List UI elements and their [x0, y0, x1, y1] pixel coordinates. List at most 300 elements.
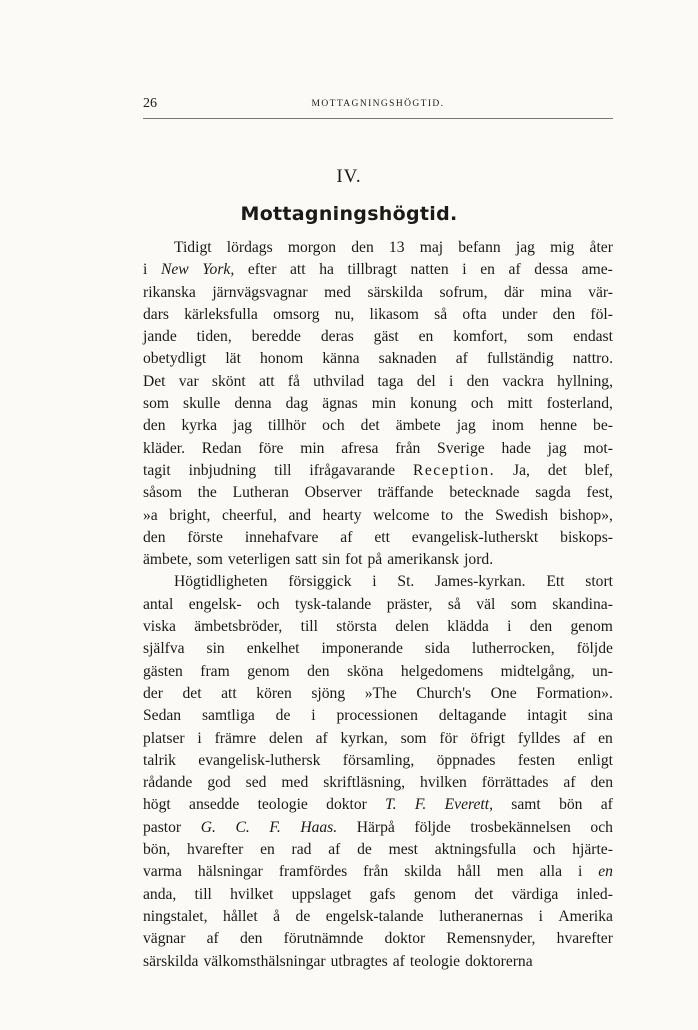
- word: York,: [202, 261, 235, 279]
- word: ämbetsbröder,: [194, 618, 283, 636]
- text-line: [143, 393, 613, 415]
- word: samtliga: [201, 707, 255, 725]
- text-line: [143, 348, 613, 370]
- word: denna: [234, 395, 272, 413]
- word: F.: [269, 818, 281, 836]
- word: åter: [589, 239, 613, 256]
- word: fylldes: [517, 729, 561, 747]
- word: ifrågavarande: [309, 461, 396, 479]
- word: af: [455, 350, 468, 368]
- word: hjärte-: [572, 841, 613, 859]
- word: med: [281, 774, 309, 792]
- word: var: [178, 372, 199, 390]
- word: beredde: [251, 328, 301, 346]
- text-line: [143, 527, 613, 549]
- word: sina: [587, 707, 613, 725]
- word: enkelhet: [246, 640, 300, 658]
- word: teologie: [257, 796, 308, 814]
- word: Det: [143, 372, 166, 390]
- word: stort: [585, 573, 613, 591]
- word: förste: [187, 528, 223, 546]
- word: hade: [501, 439, 531, 457]
- word: kläder.: [143, 439, 185, 457]
- word: den: [590, 774, 613, 792]
- word: föl-: [590, 305, 613, 323]
- word: den: [307, 662, 330, 680]
- word: i: [448, 372, 454, 390]
- word: skilda: [404, 863, 442, 881]
- word: den: [239, 930, 263, 948]
- word: antal: [143, 595, 174, 613]
- word: jande: [143, 328, 177, 346]
- word: dars: [143, 305, 169, 323]
- word: Tidigt: [174, 239, 212, 256]
- word: samt: [511, 796, 541, 814]
- word: midtelgång,: [500, 662, 575, 680]
- word: med: [324, 283, 351, 301]
- word: bön: [559, 796, 583, 814]
- word: som: [527, 328, 554, 346]
- word: ett: [374, 528, 390, 546]
- word: klädda: [447, 618, 489, 636]
- text-line: [143, 616, 613, 638]
- word: bishop»,: [559, 506, 613, 524]
- word: ämbete,: [143, 551, 192, 569]
- text-line: [143, 861, 613, 883]
- word: Haas.: [300, 818, 338, 836]
- word: välkomsthälsningar: [203, 952, 326, 970]
- word: morgon: [287, 239, 337, 256]
- word: G.: [200, 818, 216, 836]
- word: i: [462, 261, 467, 279]
- word: and: [288, 506, 312, 524]
- word: omsorg: [273, 305, 320, 323]
- word: processionen: [336, 707, 418, 725]
- word: af: [563, 774, 576, 792]
- word: känna: [322, 350, 360, 368]
- word: tiden,: [196, 328, 232, 346]
- word: följde: [576, 640, 613, 658]
- word: enligt: [577, 751, 613, 769]
- word: »The: [364, 684, 397, 702]
- word: Swedish: [495, 506, 549, 524]
- text-line: [143, 594, 613, 616]
- text-line: [143, 884, 613, 906]
- word: lutheranernas: [439, 907, 524, 925]
- word: mitt: [507, 395, 533, 413]
- text-line: [143, 705, 613, 727]
- word: till: [274, 461, 292, 479]
- word: honom: [259, 350, 304, 368]
- word: ofta: [462, 305, 487, 323]
- word: så: [434, 305, 448, 323]
- word: Observer: [304, 484, 362, 502]
- word: de: [275, 707, 291, 725]
- word: ägnas: [322, 395, 358, 413]
- word: den: [351, 239, 374, 256]
- text-line: [143, 928, 613, 950]
- word: St.: [397, 573, 415, 591]
- word: gafs: [369, 885, 396, 903]
- word: ningstalet,: [143, 907, 208, 925]
- word: en: [598, 729, 613, 747]
- word: maj: [419, 239, 444, 256]
- word: uthvilad: [313, 372, 365, 390]
- word: hyllning,: [557, 372, 613, 390]
- word: församling,: [342, 751, 415, 769]
- word: betecknade: [449, 484, 520, 502]
- word: hearty: [322, 506, 362, 524]
- text-line: [143, 683, 613, 705]
- word: jag: [456, 417, 476, 435]
- word: Sedan: [143, 707, 182, 725]
- word: i: [197, 729, 202, 747]
- word: teologie: [409, 952, 461, 970]
- text-line: [143, 326, 613, 348]
- word: och: [257, 595, 280, 613]
- word: vägnar: [143, 930, 186, 948]
- word: »a: [143, 506, 158, 524]
- word: det: [474, 885, 494, 903]
- word: kyrka: [181, 417, 218, 435]
- word: talrik: [143, 751, 176, 769]
- word: taga: [377, 372, 404, 390]
- word: veterligen: [227, 551, 291, 569]
- word: i: [372, 573, 377, 591]
- word: i: [311, 707, 316, 725]
- word: utbragtes: [330, 952, 388, 970]
- word: imponerande: [321, 640, 403, 658]
- word: trosbekännelsen: [470, 818, 571, 836]
- text-line: [143, 571, 613, 593]
- word: jag: [233, 417, 253, 435]
- word: att: [258, 372, 275, 390]
- word: evangelisk-luthersk: [198, 751, 321, 769]
- word: 13: [388, 239, 405, 256]
- word: en: [598, 863, 613, 881]
- text-line: [143, 237, 613, 259]
- word: engelsk-: [188, 595, 242, 613]
- word: anda,: [143, 885, 177, 903]
- word: kören: [256, 684, 292, 702]
- word: sin: [321, 551, 341, 569]
- word: min: [300, 439, 325, 457]
- word: ämbete: [395, 417, 441, 435]
- word: welcome: [373, 506, 430, 524]
- word: den: [529, 618, 553, 636]
- word: bright,: [169, 506, 211, 524]
- word: cheerful,: [221, 506, 277, 524]
- text-line: [143, 638, 613, 660]
- word: konung: [410, 395, 457, 413]
- word: öfrigt: [470, 729, 506, 747]
- word: genom: [413, 885, 457, 903]
- word: the: [464, 506, 484, 524]
- text-line: [143, 505, 613, 527]
- word: viska: [143, 618, 176, 636]
- chapter-title: Mottagningshögtid.: [240, 203, 458, 225]
- word: af: [328, 841, 341, 859]
- word: Amerika: [558, 907, 613, 925]
- word: New: [160, 261, 189, 279]
- word: jag: [547, 439, 567, 457]
- word: tillbragt: [347, 261, 397, 279]
- word: skulle: [183, 395, 221, 413]
- word: ansedde: [189, 796, 240, 814]
- word: engelsk-talande: [325, 907, 424, 925]
- word: af: [573, 729, 586, 747]
- word: af: [600, 796, 613, 814]
- word: pastor: [143, 818, 182, 836]
- word: varma: [143, 863, 182, 881]
- word: å: [273, 907, 281, 925]
- word: aktningsfulla: [434, 841, 517, 859]
- word: deras: [320, 328, 354, 346]
- word: jag: [515, 239, 535, 256]
- word: af: [206, 930, 219, 948]
- word: den: [466, 372, 490, 390]
- word: rikanska: [143, 283, 196, 301]
- word: Church's: [416, 684, 472, 702]
- word: natten: [410, 261, 449, 279]
- word: hvarefter: [187, 841, 244, 859]
- word: helgedomens: [400, 662, 484, 680]
- text-line: [143, 304, 613, 326]
- running-head: [143, 96, 613, 119]
- word: del: [416, 372, 436, 390]
- text-line: [143, 839, 613, 861]
- word: befann: [458, 239, 501, 256]
- word: hvilken: [420, 774, 467, 792]
- word: den: [552, 305, 576, 323]
- word: hållet: [223, 907, 258, 925]
- word: hvarefter: [556, 930, 613, 948]
- word: sin: [206, 640, 225, 658]
- word: hvilket: [230, 885, 274, 903]
- word: F.: [414, 796, 427, 814]
- word: tillhör: [268, 417, 307, 435]
- word: som: [143, 395, 169, 413]
- word: saknaden: [378, 350, 437, 368]
- word: delen: [395, 618, 429, 636]
- word: obetydligt: [143, 350, 207, 368]
- word: gäst: [373, 328, 399, 346]
- word: mot-: [583, 439, 613, 457]
- text-line: [143, 772, 613, 794]
- word: gästen: [143, 662, 183, 680]
- text-line: [143, 482, 613, 504]
- word: håll: [457, 863, 481, 881]
- word: festen: [517, 751, 556, 769]
- word: biskops-: [560, 528, 613, 546]
- word: fullständig: [486, 350, 554, 368]
- word: skandina-: [552, 595, 613, 613]
- word: Högtidligheten: [174, 573, 268, 591]
- body-text: [143, 237, 613, 973]
- word: värdiga: [511, 885, 559, 903]
- word: på: [367, 551, 383, 569]
- word: fot: [345, 551, 363, 569]
- word: tagit: [143, 461, 171, 479]
- word: Ett: [546, 573, 565, 591]
- word: alla: [539, 863, 563, 881]
- word: kyrkan,: [340, 729, 388, 747]
- word: endast: [573, 328, 613, 346]
- word: platser: [143, 729, 185, 747]
- word: från: [363, 863, 389, 881]
- word: de: [357, 841, 372, 859]
- word: rådande: [143, 774, 193, 792]
- word: så: [447, 595, 461, 613]
- word: the: [197, 484, 217, 502]
- word: som: [510, 595, 537, 613]
- word: till: [300, 618, 318, 636]
- word: to: [440, 506, 454, 524]
- word: komfort,: [453, 328, 508, 346]
- word: sköna: [347, 662, 384, 680]
- chapter-number: IV.: [336, 166, 362, 187]
- word: sida: [424, 640, 450, 658]
- word: få: [287, 372, 300, 390]
- word: af: [340, 528, 353, 546]
- word: C.: [235, 818, 250, 836]
- word: amerikansk: [387, 551, 460, 569]
- word: till: [194, 885, 212, 903]
- word: öppnades: [436, 751, 496, 769]
- word: un-: [592, 662, 613, 680]
- word: der: [143, 684, 163, 702]
- word: doktorerna: [465, 952, 533, 970]
- word: be-: [593, 417, 613, 435]
- word: vär-: [588, 283, 613, 301]
- word: ha: [319, 261, 334, 279]
- word: för: [439, 729, 458, 747]
- word: försiggick: [288, 573, 352, 591]
- word: förutnämnde: [283, 930, 364, 948]
- word: såsom: [143, 484, 182, 502]
- word: evangelisk-lutherskt: [411, 528, 539, 546]
- word: hälsningar: [197, 863, 263, 881]
- word: Formation».: [536, 684, 613, 702]
- word: inled-: [576, 885, 613, 903]
- word: det: [547, 461, 567, 479]
- word: i: [507, 618, 512, 636]
- word: nu,: [334, 305, 355, 323]
- word: ame-: [581, 261, 613, 279]
- word: af: [392, 952, 405, 970]
- text-line: [143, 460, 613, 482]
- text-line: [143, 282, 613, 304]
- word: präster,: [386, 595, 433, 613]
- word: järnvägsvagnar: [212, 283, 308, 301]
- word: rad: [291, 841, 312, 859]
- word: under: [501, 305, 538, 323]
- running-title: MOTTAGNINGSHÖGTID.: [311, 99, 445, 109]
- word: One: [490, 684, 517, 702]
- word: Härpå: [356, 818, 395, 836]
- word: intagit: [527, 707, 567, 725]
- word: men: [496, 863, 524, 881]
- word: och: [532, 841, 556, 859]
- word: fram: [200, 662, 230, 680]
- word: inom: [491, 417, 524, 435]
- text-line: [143, 415, 613, 437]
- text-line: [143, 906, 613, 928]
- word: fosterland,: [546, 395, 613, 413]
- word: där: [504, 283, 524, 301]
- word: kärleksfulla: [184, 305, 258, 323]
- word: främre: [214, 729, 257, 747]
- word: sed: [245, 774, 267, 792]
- word: största: [336, 618, 377, 636]
- word: som: [400, 729, 427, 747]
- word: lördags: [226, 239, 273, 256]
- word: af: [508, 261, 521, 279]
- word: Lutheran: [232, 484, 289, 502]
- word: doktor: [384, 930, 426, 948]
- word: min: [371, 395, 397, 413]
- text-line: [143, 259, 613, 281]
- word: Ja,: [513, 461, 530, 479]
- word: förrättades: [481, 774, 549, 792]
- word: genom: [247, 662, 290, 680]
- page-number: 26: [143, 96, 157, 111]
- word: i: [143, 261, 148, 279]
- word: som: [196, 551, 223, 569]
- word: den: [143, 417, 166, 435]
- word: henne: [539, 417, 578, 435]
- word: särskilda: [143, 952, 199, 970]
- text-line: [143, 951, 613, 973]
- word: och: [590, 818, 613, 836]
- word: den: [143, 528, 166, 546]
- word: dessa: [534, 261, 569, 279]
- word: särskilda: [367, 283, 423, 301]
- word: deltagande: [438, 707, 507, 725]
- word: i: [577, 863, 583, 881]
- word: uppslaget: [291, 885, 352, 903]
- word: sofrum,: [439, 283, 488, 301]
- word: skönt: [211, 372, 246, 390]
- word: från: [395, 439, 421, 457]
- word: en: [480, 261, 495, 279]
- text-line: [143, 817, 613, 839]
- word: doktor: [326, 796, 367, 814]
- word: af: [315, 729, 328, 747]
- word: delen: [268, 729, 303, 747]
- word: och: [322, 417, 345, 435]
- word: mest: [388, 841, 419, 859]
- word: skriftläsning,: [323, 774, 406, 792]
- text-line: [143, 728, 613, 750]
- word: Remensnyder,: [446, 930, 536, 948]
- word: de: [295, 907, 311, 925]
- word: Everett,: [444, 796, 493, 814]
- text-line: [143, 661, 613, 683]
- word: före: [258, 439, 284, 457]
- word: att: [221, 684, 237, 702]
- word: det: [360, 417, 380, 435]
- word: god: [207, 774, 231, 792]
- word: följde: [414, 818, 451, 836]
- word: framfördes: [278, 863, 348, 881]
- text-line: [143, 438, 613, 460]
- word: lät: [225, 350, 241, 368]
- word: blef,: [584, 461, 613, 479]
- word: sagda: [535, 484, 571, 502]
- word: en: [260, 841, 275, 859]
- word: James-kyrkan.: [435, 573, 526, 591]
